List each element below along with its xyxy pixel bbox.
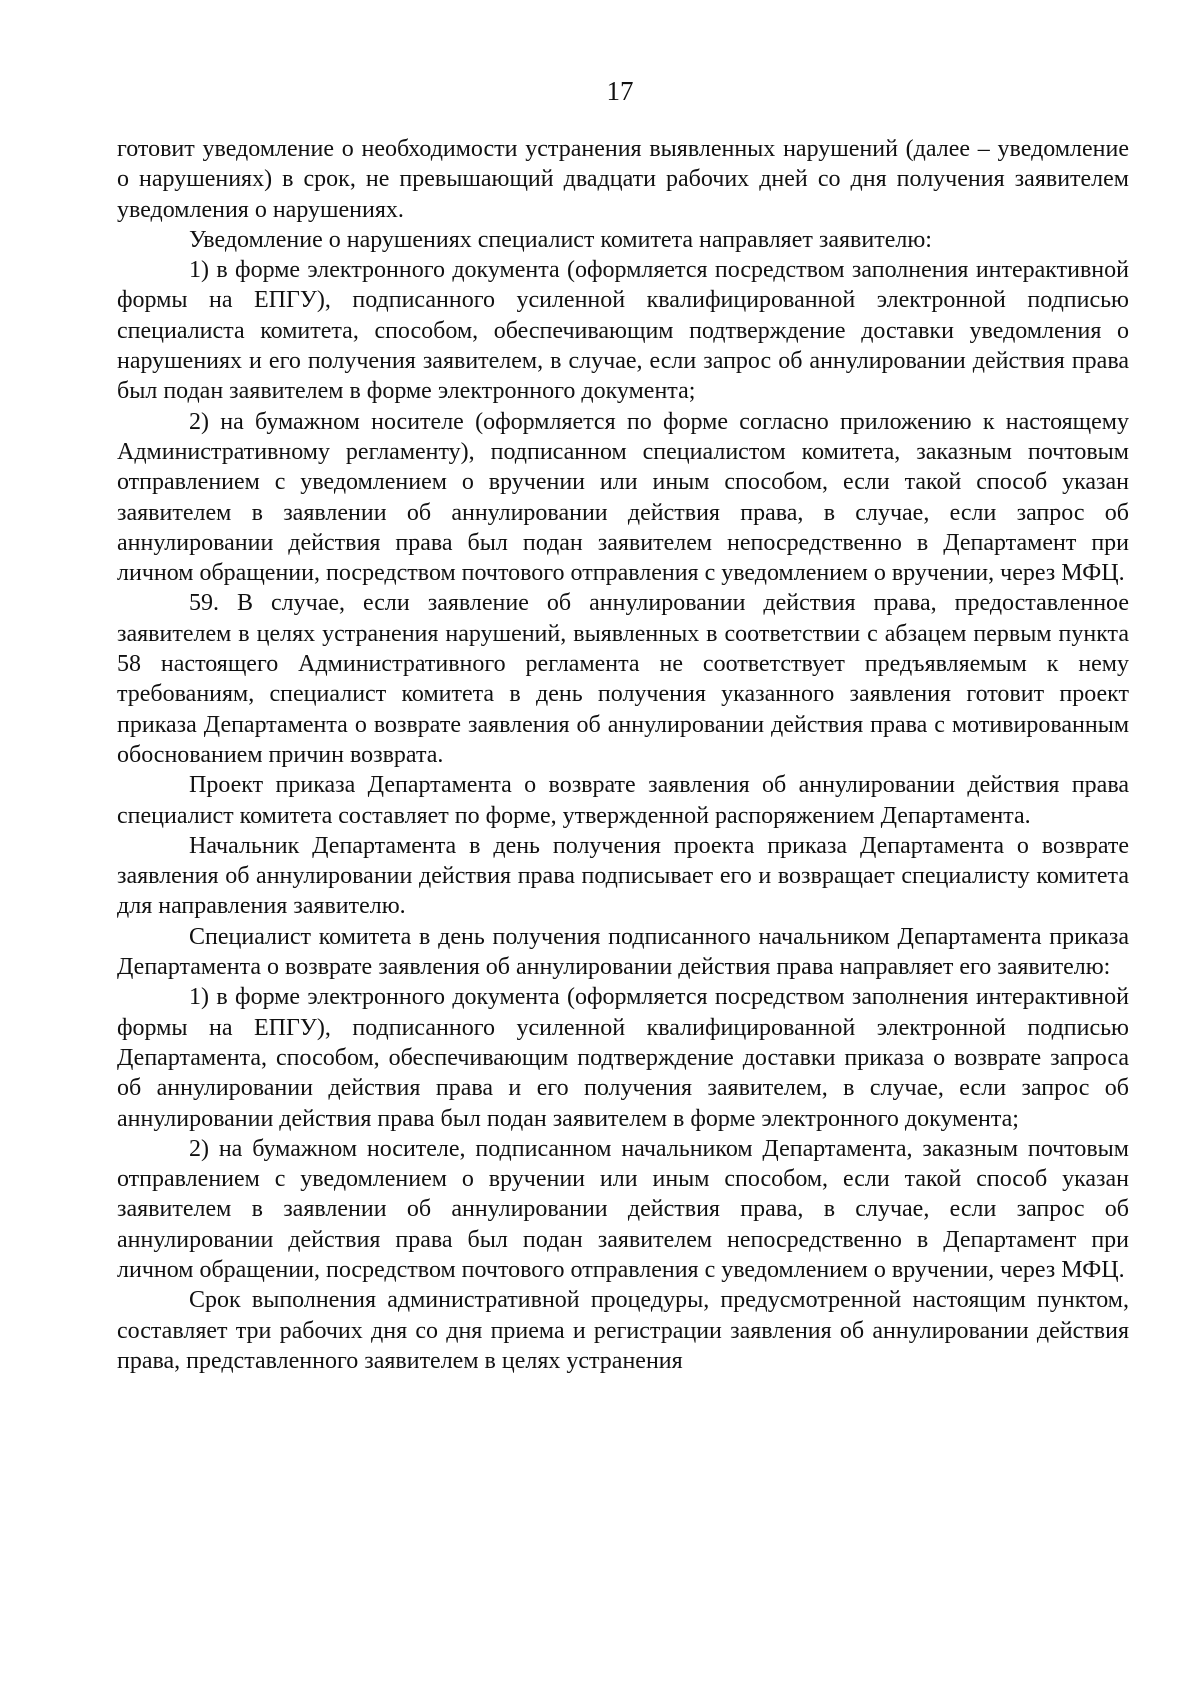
paragraph: Срок выполнения административной процедуры, предусмотренной настоящим пунктом, составляет три рабочих дня со дня приема и регистрации заявления об аннулировании действия права, представленного заявителем в целях устранения [117,1287,1129,1374]
list-item: 1) в форме электронного документа (оформляется посредством заполнения интерактивной формы на ЕПГУ), подписанного усиленной квалифицированной электронной подписью Департамента, способом, обеспечивающим подтверждение доставки приказа о возврате запроса об аннулировании действия права и его получения заявителем, в случае, если запрос об аннулировании действия права был подан заявителем в форме электронного документа; [117,984,1129,1132]
paragraph: Специалист комитета в день получения подписанного начальником Департамента приказа Департамента о возврате заявления об аннулировании действия права направляет его заявителю: [117,923,1129,981]
paragraph: Проект приказа Департамента о возврате заявления об аннулировании действия права специалист комитета составляет по форме, утвержденной распоряжением Департамента. [117,772,1129,829]
page-number: 17 [606,76,634,106]
list-item: 1) в форме электронного документа (оформляется посредством заполнения интерактивной формы на ЕПГУ), подписанного усиленной квалифицированной электронной подписью специалиста комитета, способом, обеспечивающим подтверждение доставки уведомления о нарушениях и его получения заявителем, в случае, если запрос об аннулировании действия права был подан заявителем в форме электронного документа; [117,257,1129,405]
paragraph: Уведомление о нарушениях специалист комитета направляет заявителю: [189,226,932,253]
paragraph: готовит уведомление о необходимости устранения выявленных нарушений (далее – уведомление о нарушениях) в срок, не превышающий двадцати рабочих дней со дня получения заявителем уведомления о нарушениях. [117,136,1129,223]
paragraph: Начальник Департамента в день получения проекта приказа Департамента о возврате заявления об аннулировании действия права подписывает его и возвращает специалисту комитета для направления заявителю. [117,832,1129,920]
document-body [117,134,1129,1376]
list-item: 2) на бумажном носителе (оформляется по форме согласно приложению к настоящему Административному регламенту), подписанном специалистом комитета, заказным почтовым отправлением с уведомлением о вручении или иным способом, если такой способ указан заявителем в заявлении об аннулировании действия права, в случае, если запрос об аннулировании действия права был подан заявителем непосредственно в Департамент при личном обращении, посредством почтового отправления с уведомлением о вручении, через МФЦ. [117,408,1129,587]
paragraph: 59. В случае, если заявление об аннулировании действия права, предоставленное заявителем в целях устранения нарушений, выявленных в соответствии с абзацем первым пункта 58 настоящего Административного регламента не соответствует предъявляемым к нему требованиям, специалист комитета в день получения указанного заявления готовит проект приказа Департамента о возврате заявления об аннулировании действия права с мотивированным обоснованием причин возврата. [117,590,1129,768]
list-item: 2) на бумажном носителе, подписанном начальником Департамента, заказным почтовым отправлением с уведомлением о вручении или иным способом, если такой способ указан заявителем в заявлении об аннулировании действия права, в случае, если запрос об аннулировании действия права был подан заявителем непосредственно в Департамент при личном обращении, посредством почтового отправления с уведомлением о вручении, через МФЦ. [117,1135,1129,1283]
